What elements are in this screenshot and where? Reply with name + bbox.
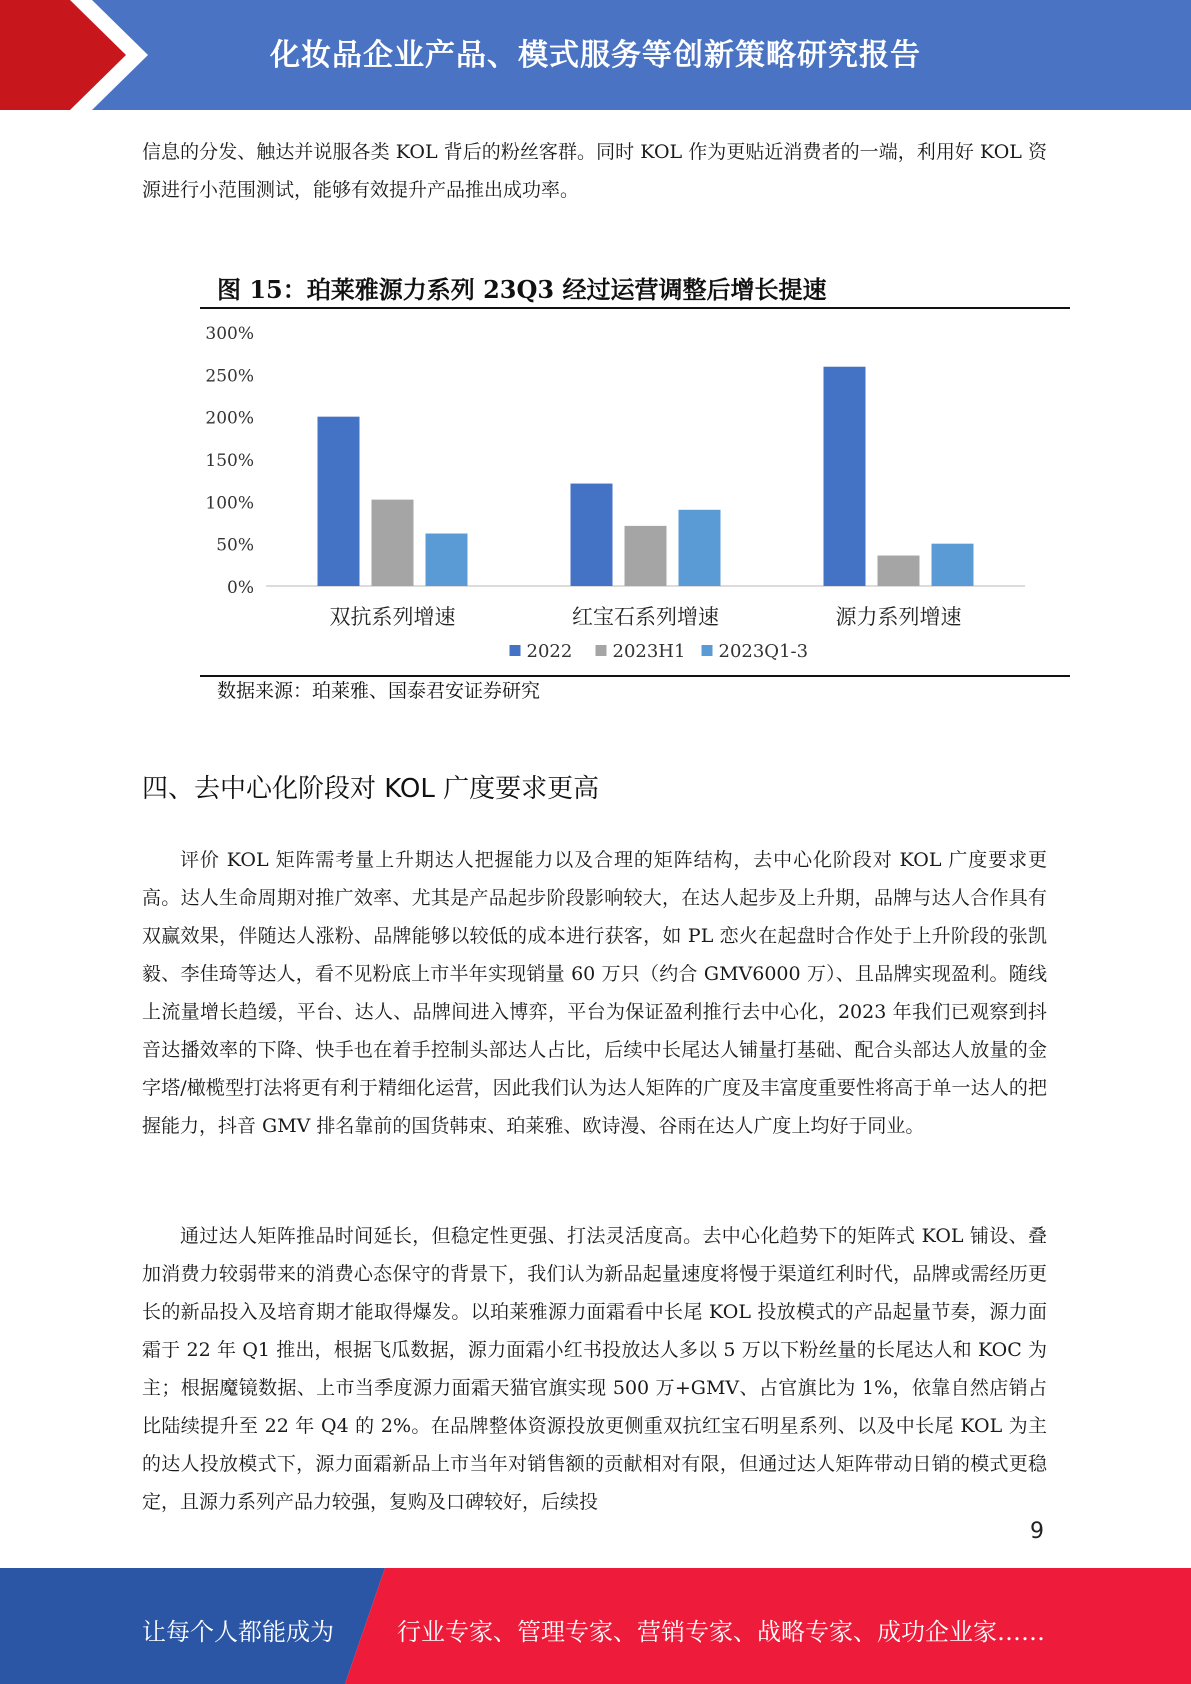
- legend-swatch: [702, 645, 713, 656]
- x-tick-label: 源力系列增速: [835, 605, 962, 629]
- page-number: 9: [1030, 1519, 1044, 1544]
- y-tick-label: 0%: [227, 578, 254, 598]
- legend-label: 2023Q1-3: [718, 641, 809, 662]
- y-tick-label: 150%: [205, 451, 254, 471]
- y-tick-label: 50%: [216, 535, 254, 556]
- body-paragraph-1: 评价 KOL 矩阵需考量上升期达人把握能力以及合理的矩阵结构，去中心化阶段对 KOL 广度要求更高。达人生命周期对推广效率、尤其是产品起步阶段影响较大，在达人起步及上升期，品牌与达人合作具有双赢效果，伴随达人涨粉、品牌能够以较低的成本进行获客，如 PL 恋火在起盘时合作处于上升阶段的张凯毅、李佳琦等达人，看不见粉底上市半年实现销量 60 万只（约合 GMV6000 万）、且品牌实现盈利。随线上流量增长趋缓，平台、达人、品牌间进入博弈，平台为保证盈利推行去中心化，2023 年我们已观察到抖音达播效率的下降、快手也在着手控制头部达人占比，后续中长尾达人铺量打基础、配合头部达人放量的金字塔/橄榄型打法将更有利于精细化运营，因此我们认为达人矩阵的广度及丰富度重要性将高于单一达人的把握能力，抖音 GMV 排名靠前的国货韩束、珀莱雅、欧诗漫、谷雨在达人广度上均好于同业。: [142, 849, 1047, 1137]
- bar: [679, 510, 721, 586]
- bar: [372, 500, 414, 586]
- bar: [878, 556, 920, 586]
- section-heading: 四、去中心化阶段对 KOL 广度要求更高: [142, 774, 600, 804]
- body-paragraph-2: 通过达人矩阵推品时间延长，但稳定性更强、打法灵活度高。去中心化趋势下的矩阵式 KOL 铺设、叠加消费力较弱带来的消费心态保守的背景下，我们认为新品起量速度将慢于渠道红利时代，品牌或需经历更长的新品投入及培育期才能取得爆发。以珀莱雅源力面霜看中长尾 KOL 投放模式的产品起量节奏，源力面霜于 22 年 Q1 推出，根据飞瓜数据，源力面霜小红书投放达人多以 5 万以下粉丝量的长尾达人和 KOC 为主；根据魔镜数据、上市当季度源力面霜天猫官旗实现 500 万+GMV、占官旗比为 1%，依靠自然店销占比陆续提升至 22 年 Q4 的 2%。在品牌整体资源投放更侧重双抗红宝石明星系列、以及中长尾 KOL 为主的达人投放模式下，源力面霜新品上市当年对销售额的贡献相对有限，但通过达人矩阵带动日销的模式更稳定，且源力系列产品力较强，复购及口碑较好，后续投: [142, 1225, 1047, 1513]
- legend-label: 2022: [526, 641, 573, 662]
- x-tick-label: 双抗系列增速: [329, 605, 456, 629]
- bar: [426, 534, 468, 586]
- y-tick-label: 250%: [205, 366, 254, 387]
- page-footer: [0, 1568, 1191, 1684]
- legend-swatch: [510, 645, 521, 656]
- header-title: 化妆品企业产品、模式服务等创新策略研究报告: [270, 38, 921, 73]
- y-tick-label: 300%: [205, 324, 254, 344]
- y-tick-label: 200%: [205, 408, 254, 429]
- x-tick-label: 红宝石系列增速: [572, 605, 719, 629]
- y-tick-label: 100%: [205, 493, 254, 514]
- figure-top-rule: [200, 307, 1070, 309]
- bar: [932, 544, 974, 586]
- footer-slogan-right: 行业专家、管理专家、营销专家、战略专家、成功企业家……: [397, 1618, 1045, 1646]
- bar: [824, 367, 866, 586]
- legend-swatch: [596, 645, 607, 656]
- intro-paragraph: 信息的分发、触达并说服各类 KOL 背后的粉丝客群。同时 KOL 作为更贴近消费者的一端，利用好 KOL 资源进行小范围测试，能够有效提升产品推出成功率。: [142, 141, 1047, 201]
- footer-slogan-left: 让每个人都能成为: [142, 1618, 334, 1646]
- header-arrow-icon: [0, 0, 150, 110]
- bar: [571, 484, 613, 586]
- figure-source: 数据来源：珀莱雅、国泰君安证券研究: [217, 680, 541, 702]
- legend-label: 2023H1: [612, 641, 686, 662]
- bar-chart: [200, 312, 1070, 672]
- bar: [625, 526, 667, 586]
- bar: [318, 417, 360, 586]
- figure-title: 图 15：珀莱雅源力系列 23Q3 经过运营调整后增长提速: [217, 275, 827, 304]
- page-header: [0, 0, 1191, 110]
